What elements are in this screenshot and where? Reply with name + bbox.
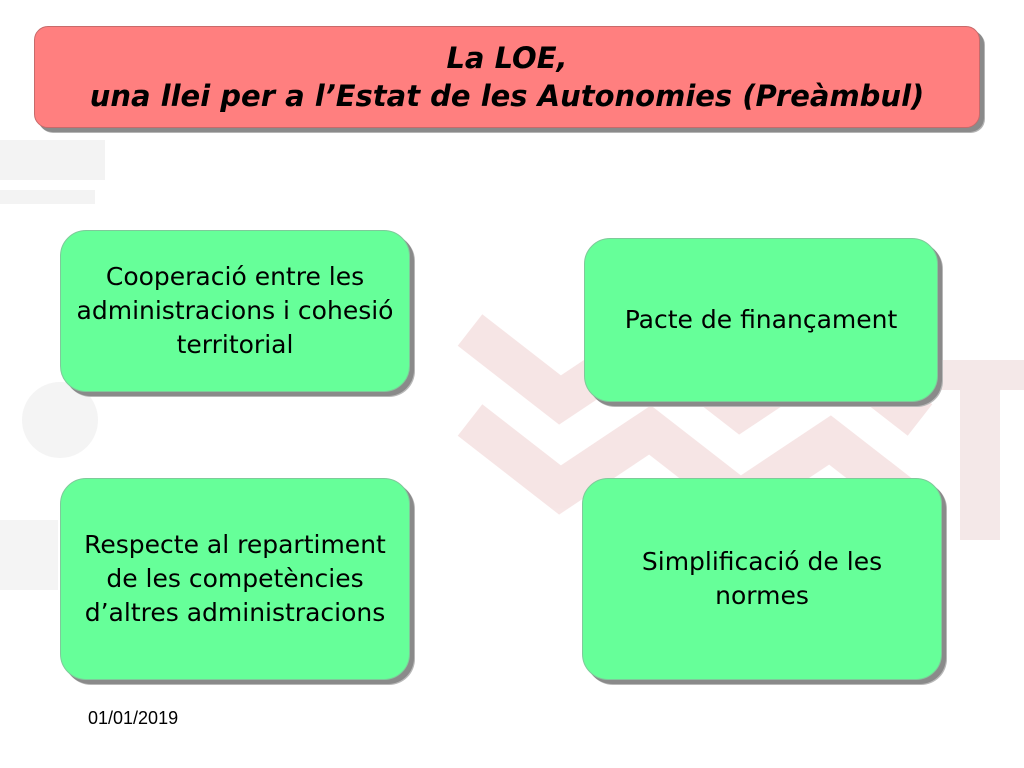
node-simplification — [582, 478, 942, 680]
node-cooperation — [60, 230, 410, 392]
title-line-2: una llei per a l’Estat de les Autonomies (Preàmbul) — [89, 79, 925, 113]
title-line-1: La LOE, — [446, 41, 568, 75]
node-simplification-label: Simplificació de les normes — [641, 547, 883, 610]
node-respect-competences-label: Respecte al repartiment de les competències d’altres administracions — [84, 530, 386, 627]
title-box — [34, 26, 980, 128]
node-respect-competences — [60, 478, 410, 680]
footer-date: 01/01/2019 — [88, 708, 179, 728]
node-financing-pact-label: Pacte de finançament — [624, 305, 898, 334]
node-cooperation-label: Cooperació entre les administracions i cohesió territorial — [76, 262, 394, 359]
node-financing-pact — [584, 238, 938, 402]
